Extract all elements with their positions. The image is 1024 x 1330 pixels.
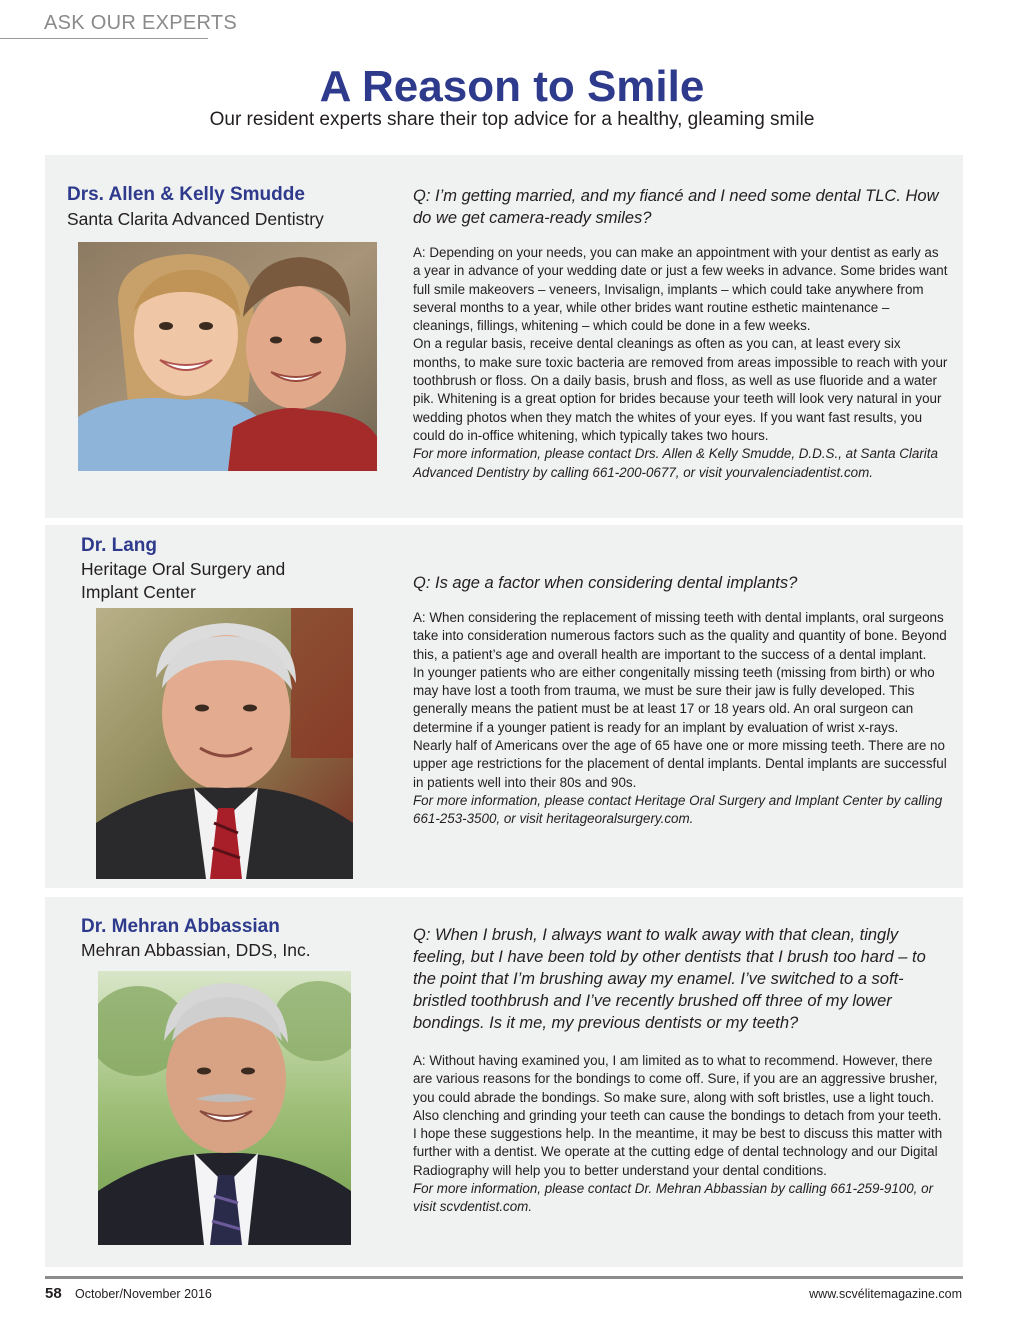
question: Q: Is age a factor when considering dental implants? (413, 574, 798, 592)
answer-paragraph: On a regular basis, receive dental cleanings as often as you can, at least every six months, to make sure toxic bacteria are removed from areas impossible to reach with your toothbrush or floss. On a daily basis, brush and floss, as well as use fluoride and a water pik. Whitening is a great option for brides because your teeth will look very natural in your wedding photos when they match the whites of your eyes. If you want fast results, you could do in-office whitening, which typically takes two hours. (413, 336, 948, 443)
contact-info: For more information, please contact Heritage Oral Surgery and Implant Center by calling 661-253-3500, or visit heritageoralsurgery.com. (413, 792, 943, 827)
website-link[interactable]: www.scvélitemagazine.com (809, 1287, 962, 1301)
expert-name: Drs. Allen & Kelly Smudde (67, 184, 305, 205)
expert-practice: Santa Clarita Advanced Dentistry (67, 209, 324, 229)
expert-photo (78, 242, 377, 471)
section-label: ASK OUR EXPERTS (44, 12, 238, 34)
answer-paragraph: I hope these suggestions help. In the meantime, it may be best to discuss this matter with further with a dentist. We operate at the cutting edge of dental technology and our Digital Radiography will help you to better understand your dental conditions. (413, 1126, 943, 1178)
answer-paragraph: In younger patients who are either congenitally missing teeth (missing from birth) or who may have lost a tooth from trauma, we must be sure their jaw is fully developed. This generally means the patient must be at least 17 or 18 years old. An oral surgeon can determine if a younger patient is ready for an implant by evaluation of wrist x-rays. (413, 664, 935, 735)
footer-divider (45, 1276, 963, 1279)
expert-panel-abbassian (45, 897, 963, 1267)
question: Q: When I brush, I always want to walk away with that clean, tingly feeling, but I have been told by other dentists that I brush too hard – to the point that I’m brushing away my enamel. I’ve switched to a soft-bristled toothbrush and I’ve recently brushed off three of my lower bondings. Is it me, my previous dentists or my teeth? (413, 926, 926, 1032)
contact-info: For more information, please contact Dr. Mehran Abbassian by calling 661-259-9100, or visit scvdentist.com. (413, 1181, 934, 1215)
page-number: 58 (45, 1285, 62, 1302)
expert-photo (98, 971, 351, 1245)
answer-paragraph: A: When considering the replacement of missing teeth with dental implants, oral surgeons take into consideration numerous factors such as the quality and quantity of bone. Beyond this, a patient’s age and overall health are important to the success of a dental implant. (413, 610, 947, 662)
expert-panel-smudde (45, 155, 963, 518)
expert-practice: Mehran Abbassian, DDS, Inc. (81, 940, 311, 960)
answer-paragraph: A: Depending on your needs, you can make an appointment with your dentist as early as a year in advance of your wedding date or just a few weeks in advance. Some brides want full smile makeovers – veneers, Invisalign, implants – which could take anywhere from several months to a year, while other brides want routine esthetic maintenance – cleanings, fillings, whitening – which could be done in a few weeks. (413, 245, 948, 334)
page-subtitle: Our resident experts share their top advice for a healthy, gleaming smile (209, 109, 815, 130)
page-title: A Reason to Smile (319, 62, 705, 111)
qa-block (413, 185, 949, 482)
answer-paragraph: A: Without having examined you, I am limited as to what to recommend. However, there are various reasons for the bondings to come off. Sure, if you are an aggressive brusher, you could abrade the bondings. So make sure, along with soft bristles, use a light touch. Also clenching and grinding your teeth can cause the bondings to detach from your teeth. (413, 1053, 942, 1123)
qa-block (413, 572, 949, 829)
qa-block (413, 924, 949, 1217)
expert-panel-lang (45, 525, 963, 888)
issue-date: October/November 2016 (75, 1287, 212, 1301)
section-divider (0, 38, 208, 39)
expert-practice: Heritage Oral Surgery and Implant Center (81, 559, 286, 602)
question: Q: I’m getting married, and my fiancé and I need some dental TLC. How do we get camera-ready smiles? (413, 187, 939, 227)
expert-name: Dr. Lang (81, 535, 158, 556)
answer-paragraph: Nearly half of Americans over the age of 65 have one or more missing teeth. There are no upper age restrictions for the placement of dental implants. Dental implants are successful in patients well into their 80s and 90s. (413, 738, 947, 790)
contact-info: For more information, please contact Drs. Allen & Kelly Smudde, D.D.S., at Santa Clarita Advanced Dentistry by calling 661-200-0677, or visit yourvalenciadentist.com. (413, 446, 938, 480)
expert-photo (96, 608, 353, 879)
expert-name: Dr. Mehran Abbassian (81, 916, 280, 937)
